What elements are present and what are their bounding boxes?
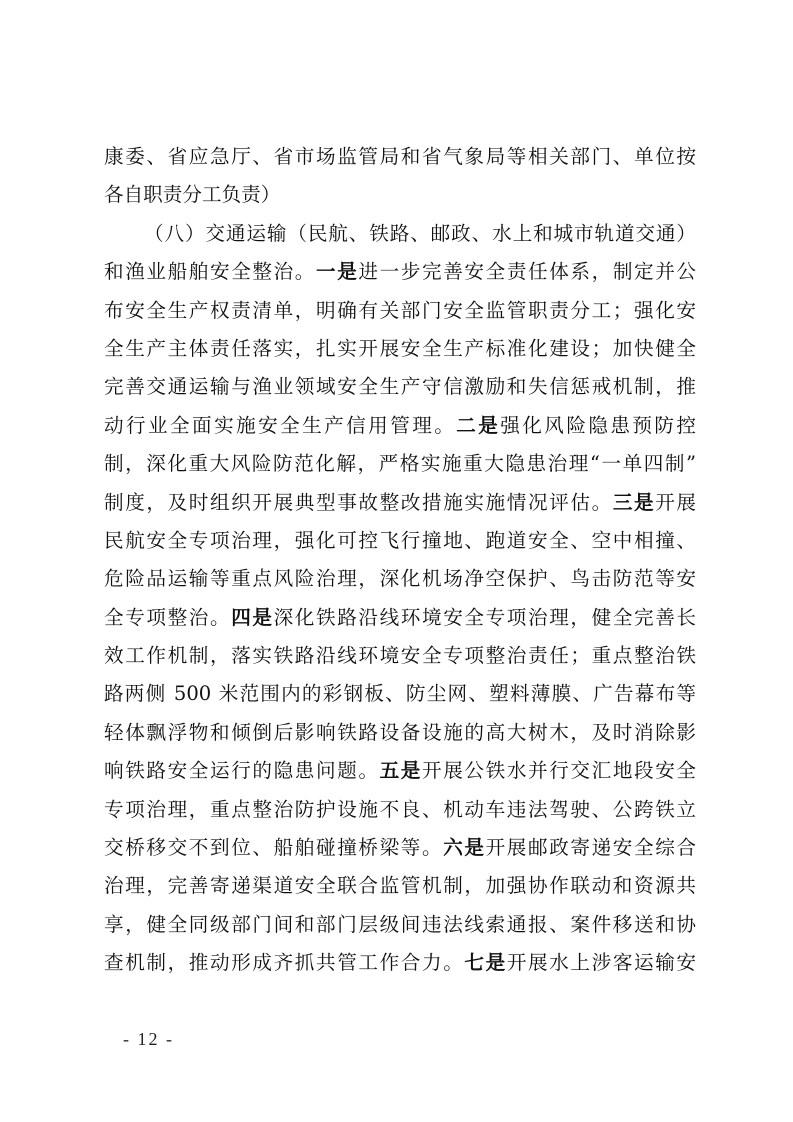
text-line (104, 675, 696, 713)
emphasis-label: 五是 (379, 759, 423, 783)
text-segment: 查机制，推动形成齐抓共管工作合力。 (104, 951, 465, 975)
text-segment: 开展邮政寄递安全综合 (485, 836, 697, 860)
emphasis-label: 四是 (231, 605, 274, 629)
text-segment: 深化铁路沿线环境安全专项治理，健全完善长 (273, 605, 697, 629)
text-line (104, 368, 696, 406)
text-segment: 布安全生产权责清单，明确有关部门安全监管职责分工；强化安 (104, 298, 696, 322)
emphasis-label: 六是 (443, 836, 486, 860)
text-line (104, 292, 696, 330)
text-segment: 制度，及时组织开展典型事故整改措施实施情况评估。 (104, 490, 613, 514)
text-line (104, 637, 696, 675)
emphasis-label: 七是 (464, 951, 507, 975)
text-segment: 专项治理，重点整治防护设施不良、机动车违法驾驶、公跨铁立 (104, 797, 696, 821)
text-line (104, 407, 696, 445)
emphasis-label: 三是 (612, 490, 656, 514)
text-line (104, 867, 696, 905)
text-segment: 完善交通运输与渔业领域安全生产守信激励和失信惩戒机制，推 (104, 375, 696, 399)
text-segment: 全专项整治。 (104, 605, 232, 629)
text-segment: 全生产主体责任落实，扎实开展安全生产标准化建设；加快健全 (104, 336, 696, 360)
text-line (104, 215, 696, 253)
text-segment: 交桥移交不到位、船舶碰撞桥梁等。 (104, 836, 444, 860)
text-line (104, 560, 696, 598)
text-segment: 进一步完善安全责任体系，制定并公 (358, 260, 697, 284)
text-line (104, 752, 696, 790)
text-segment: 享，健全同级部门间和部门层级间违法线索通报、案件移送和协 (104, 912, 696, 936)
text-segment: 动行业全面实施安全生产信用管理。 (104, 413, 457, 437)
text-segment: 开展水上涉客运输安 (506, 951, 697, 975)
text-line (104, 253, 696, 291)
text-line (104, 176, 696, 214)
document-body (104, 138, 696, 983)
text-line (104, 445, 696, 483)
text-segment: 效工作机制，落实铁路沿线环境安全专项整治责任；重点整治铁 (104, 644, 696, 668)
text-segment: 危险品运输等重点风险治理，深化机场净空保护、鸟击防范等安 (104, 567, 696, 591)
text-segment: 民航安全专项治理，强化可控飞行撞地、跑道安全、空中相撞、 (104, 528, 696, 552)
text-line (104, 829, 696, 867)
text-line (104, 906, 696, 944)
text-segment: 路两侧 500 米范围内的彩钢板、防尘网、塑料薄膜、广告幕布等 (104, 682, 696, 706)
text-line (104, 330, 696, 368)
text-segment: 和渔业船舶安全整治。 (104, 260, 317, 284)
text-segment: 响铁路安全运行的隐患问题。 (104, 759, 380, 783)
text-line (104, 522, 696, 560)
text-line (104, 484, 696, 522)
text-segment: 轻体飘浮物和倾倒后影响铁路设备设施的高大树木，及时消除影 (104, 720, 696, 744)
text-line (104, 944, 696, 982)
text-line (104, 714, 696, 752)
text-segment: 治理，完善寄递渠道安全联合监管机制，加强协作联动和资源共 (104, 874, 696, 898)
text-line (104, 138, 696, 176)
text-line (104, 791, 696, 829)
emphasis-label: 一是 (316, 260, 359, 284)
text-segment: 制，深化重大风险防范化解，严格实施重大隐患治理“一单四制” (104, 452, 696, 476)
text-segment: 强化风险隐患预防控 (500, 413, 696, 437)
text-segment: 开展公铁水并行交汇地段安全 (422, 759, 697, 783)
text-segment: 康委、省应急厅、省市场监管局和省气象局等相关部门、单位按 (104, 145, 696, 168)
text-segment: （八）交通运输（民航、铁路、邮政、水上和城市轨道交通） (144, 221, 696, 245)
emphasis-label: 二是 (456, 413, 501, 437)
text-segment: 开展 (655, 490, 697, 514)
text-segment: 各自职责分工负责） (104, 183, 281, 207)
page-number: - 12 - (123, 1029, 174, 1049)
text-line (104, 599, 696, 637)
